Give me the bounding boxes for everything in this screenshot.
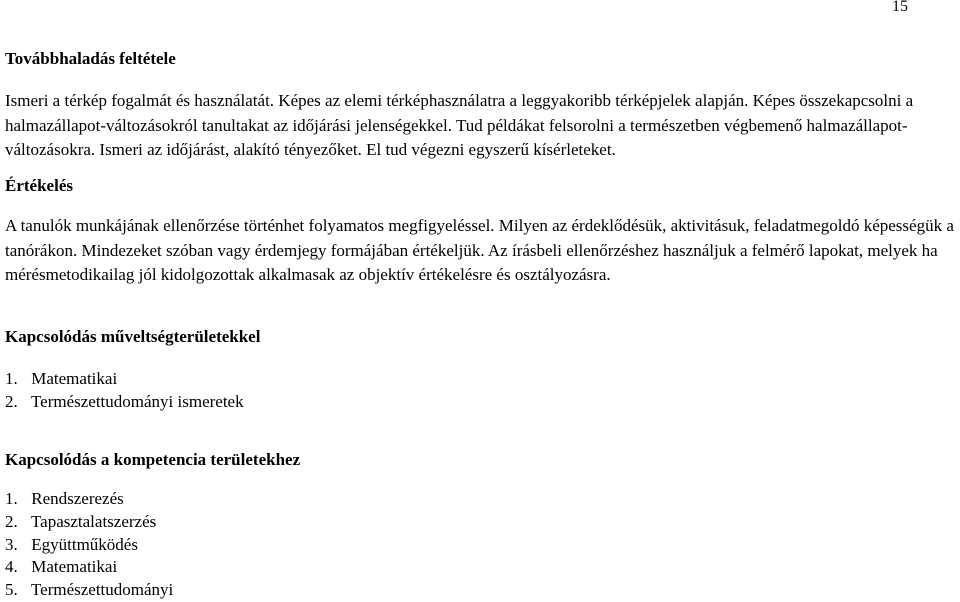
list-item-label: Matematikai xyxy=(31,557,118,577)
list-item xyxy=(5,556,957,579)
evaluation-paragraph: A tanulók munkájának ellenőrzése történhet folyamatos megfigyeléssel. Milyen az érdeklődésük, aktivitásuk, feladatmegoldó képességük a tanórákon. Mindezeket szóban vagy érdemjegy formájában értékeljük. Az írásbeli ellenőrzéshez használjuk a felmérő lapokat, melyek ha mérésmetodikailag jól kidolgozottak alkalmasak az objektív értékelésre és osztályozásra. xyxy=(5,216,954,284)
list-item-label: Együttműködés xyxy=(31,534,138,554)
list-item-label: Rendszerezés xyxy=(31,489,124,508)
heading-literacy-links: Kapcsolódás műveltségterületekkel xyxy=(5,327,261,346)
page-number: 15 xyxy=(892,0,908,15)
evaluation-body xyxy=(5,214,957,288)
list-item-label: Matematikai xyxy=(31,369,118,388)
continuation-paragraph: Ismeri a térkép fogalmát és használatát. Képes az elemi térképhasználatra a leggyakoribb térképjelek alapján. Képes összekapcsolni a halmazállapot-változásokról tanultakat az időjárási jelenségekkel. Tud példákat felsorolni a természetben végbemenő halmazállapot-változásokra. Ismeri az időjárást, alakító tényezőket. El tud végezni egyszerű kísérleteket. xyxy=(5,91,914,159)
list-item xyxy=(5,579,957,602)
list-item-number: 2. xyxy=(5,391,18,411)
list-item xyxy=(5,511,957,534)
list-item xyxy=(5,534,957,557)
list-item-number: 1. xyxy=(5,489,18,508)
continuation-body xyxy=(5,89,957,163)
heading-continuation: Továbbhaladás feltétele xyxy=(5,49,176,68)
list-item-label: Természettudományi xyxy=(30,580,174,600)
list-item-number: 3. xyxy=(5,534,18,554)
list-item xyxy=(5,368,957,391)
heading-competence-links: Kapcsolódás a kompetencia területekhez xyxy=(5,450,301,469)
list-item-label: Tapasztalatszerzés xyxy=(30,511,157,531)
literacy-links-list xyxy=(5,368,957,414)
competence-links-list xyxy=(5,488,957,602)
list-item-number: 2. xyxy=(5,511,18,531)
list-item-number: 5. xyxy=(5,580,18,600)
list-item xyxy=(5,391,957,414)
list-item xyxy=(5,488,957,511)
list-item-number: 4. xyxy=(5,557,18,577)
list-item-number: 1. xyxy=(5,369,18,388)
list-item-label: Természettudományi ismeretek xyxy=(30,391,244,411)
heading-evaluation: Értékelés xyxy=(5,176,73,195)
